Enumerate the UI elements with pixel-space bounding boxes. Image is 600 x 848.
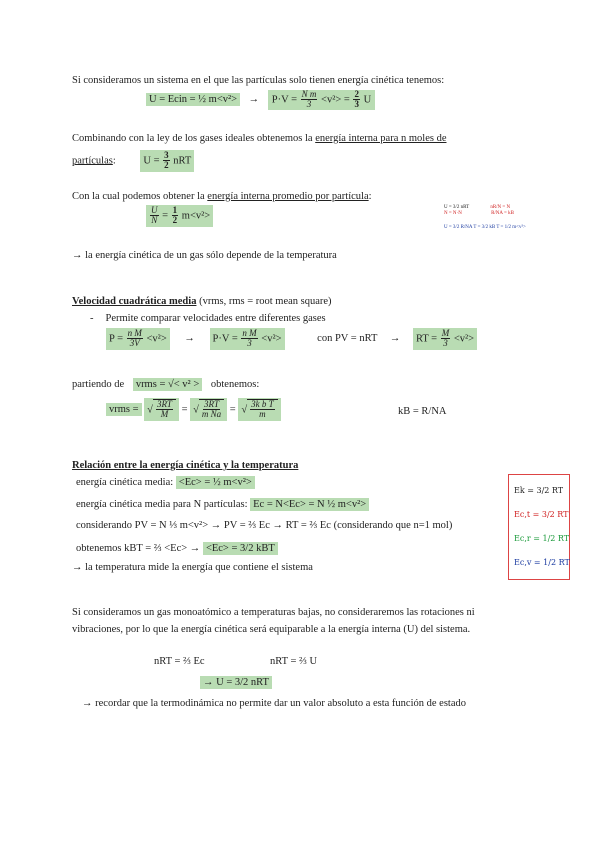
s6-eq3 — [200, 676, 272, 689]
eq-half-den: 2 — [172, 215, 178, 226]
vrms-root2-frac — [202, 400, 221, 420]
vrms-root1: √ $\frac{3RT}{M}$ — [144, 398, 179, 421]
s5-l2-eq: Ec = N<Ec> = N ½ m<v²> — [250, 498, 369, 511]
eq-u-nrt-lhs: U = — [143, 155, 160, 167]
margin-note-l4: R/NA = kB — [491, 211, 514, 216]
s4-title: Velocidad cuadrática media — [72, 296, 197, 307]
bullet-dash: - — [90, 313, 94, 324]
box-line-ecr: Ec,r = 1/2 RT — [514, 534, 570, 543]
s6-p1: Si consideramos un gas monoatómico a temperaturas bajas, no consideraremos las rotaciones ni — [72, 607, 475, 618]
vrms-eq-sign: = — [181, 404, 188, 416]
s4-obtenemos-text: obtenemos: — [210, 379, 260, 390]
intro-text: Si consideramos un sistema en el que las partículas solo tienen energía cinética tenemos: — [72, 75, 445, 86]
eq-u-nrt-den: 2 — [164, 160, 169, 171]
vrms-root2: √ $\frac{3RT}{\text{m Na}}$ — [190, 398, 227, 421]
arrow-icon: → — [184, 333, 195, 345]
margin-note-l3: nR/N = N — [490, 205, 511, 210]
vrms-root1-num: 3RT — [156, 399, 172, 409]
vrms-root3: √ $\frac{\text{3k b T}}{m}$ — [238, 398, 280, 421]
eq-pv2-lhs: P·V = — [212, 333, 238, 345]
s5-title: Relación entre la energía cinética y la temperatura — [72, 460, 299, 471]
eq-rt-den: 3 — [443, 338, 448, 349]
eq-un-eq: = — [162, 210, 169, 222]
margin-note-l5: U = 3/2 R/NA T = 3/2 kB T = 1/2 m<v²> — [444, 225, 526, 230]
eq-u-per-particle — [146, 205, 213, 227]
s4-title-rest: (vrms, rms = root mean square) — [199, 296, 332, 307]
eq-half-num: 1 — [172, 205, 178, 215]
s4-title-line — [72, 296, 332, 307]
eq-rt-box — [413, 328, 477, 350]
s4-eq-row — [106, 328, 477, 350]
box-line-ect: Ec,t = 3/2 RT — [514, 510, 569, 519]
eq-un-num: U — [151, 205, 158, 215]
s4-bullet — [90, 313, 326, 324]
eq-pv-num: N m — [301, 89, 317, 99]
margin-note-row2 — [444, 211, 526, 217]
eq-u-ecin — [146, 90, 375, 110]
kb-definition: kB = R/NA — [398, 406, 447, 417]
s3-line-pre: Con la cual podemos obtener la — [72, 191, 205, 202]
eq-u-nrt-box — [140, 150, 194, 172]
s5-l1-eq: <Ec> = ½ m<v²> — [176, 476, 255, 489]
eq-rt-rhs: <v²> — [453, 333, 475, 345]
eq-pv-mid: <v²> = — [321, 94, 350, 106]
s3-line-post: : — [368, 191, 372, 202]
eq-pv-end: U — [363, 94, 372, 106]
s5-line2 — [76, 498, 369, 511]
vrms-root3-num: 3k b T — [251, 399, 274, 409]
eq-con-pv-nrt: con PV = nRT — [317, 333, 378, 345]
eq-p-den: 3V — [129, 338, 140, 349]
margin-note-l1: U = 3/2 nRT — [444, 205, 470, 210]
vrms-definition: vrms = √< v² > — [133, 378, 202, 391]
eq-pv-frac — [301, 90, 318, 110]
s3-line-underlined: energía interna promedio por partícula — [207, 191, 369, 202]
eq-pv2-num: n M — [242, 328, 257, 338]
eq-u-per-particle-box — [146, 205, 213, 227]
eq-pv-frac2 — [353, 90, 360, 110]
eq-rt-num: M — [441, 328, 450, 338]
s2-line1-pre: Combinando con la ley de los gases ideales obtenemos la — [72, 133, 313, 144]
eq-pv-den: 3 — [306, 99, 312, 110]
eq-p-rhs: <v²> — [146, 333, 167, 345]
s3-line — [72, 191, 372, 202]
eq-un-frac — [150, 206, 159, 226]
eq-pv-frac2-den: 3 — [354, 99, 359, 110]
vrms-root2-den: m Na — [201, 409, 222, 420]
margin-note-l2: N = N·N — [444, 211, 462, 216]
s5-line5: → la temperatura mide la energía que contiene el sistema — [72, 562, 313, 573]
s2-line1 — [72, 133, 447, 144]
s5-l1-pre: energía cinética media: — [76, 477, 174, 488]
eq-pv-lhs: P·V = — [271, 94, 298, 106]
eq-u-ecin-box: U = Ecin = ½ m<v²> — [146, 93, 240, 106]
s5-line4 — [76, 542, 278, 555]
s4-bullet-text: Permite comparar velocidades entre diferentes gases — [105, 313, 326, 324]
eq-half-frac — [172, 206, 179, 226]
vrms-root2-num: 3RT — [204, 399, 220, 409]
vrms-root3-den: m — [259, 409, 266, 420]
eq-pv-frac2-num: 2 — [354, 89, 359, 99]
eq-rt-lhs: RT = — [415, 333, 438, 345]
eq-un-rhs: m<v²> — [181, 210, 211, 222]
vrms-root1-den: M — [160, 409, 169, 420]
eq-p-frac — [127, 329, 143, 349]
s2-line1-underlined: energía interna para n moles de — [315, 133, 447, 144]
s2-line2-underlined: partículas — [72, 155, 113, 167]
eq-pv2-rhs: <v²> — [261, 333, 282, 345]
vrms-root3-frac — [250, 400, 275, 420]
margin-note — [444, 205, 526, 231]
s5-l2-pre: energía cinética media para N partículas: — [76, 499, 248, 510]
vrms-lhs: vrms = — [106, 403, 142, 416]
s2-line2 — [72, 150, 194, 172]
eq-p-lhs: P = — [109, 333, 123, 345]
s6-eq1: nRT = ⅔ Ec — [154, 656, 205, 667]
s5-line1 — [76, 476, 255, 489]
arrow-icon: → — [389, 333, 401, 345]
s6-eq3-box: → U = 3/2 nRT — [200, 676, 272, 689]
eq-pv2-frac — [241, 329, 257, 349]
s5-l4-eq: <Ec> = 3/2 kBT — [203, 542, 278, 555]
s5-l4-pre: obtenemos kBT = ⅔ <Ec> → — [76, 543, 201, 554]
eq-u-nrt-num: 3 — [164, 150, 169, 160]
box-line-ecv: Ec,v = 1/2 RT — [514, 558, 570, 567]
box-line-ek: Ek = 3/2 RT — [514, 486, 564, 495]
eq-u-nrt-rhs: nRT — [173, 155, 192, 167]
s6-last: → recordar que la termodinámica no permite dar un valor absoluto a esta función de estado — [82, 698, 466, 709]
eq-p-num: n M — [127, 328, 142, 338]
eq-rt-frac — [441, 329, 451, 349]
eq-u-nrt-frac — [163, 151, 170, 171]
s3-conclusion: → la energía cinética de un gas sólo depende de la temperatura — [72, 250, 337, 261]
s6-eq2: nRT = ⅔ U — [270, 656, 318, 667]
s2-line2-post: : — [112, 155, 116, 167]
eq-p-box — [106, 328, 170, 350]
eq-pv2-den: 3 — [247, 338, 252, 349]
vrms-equation — [106, 398, 281, 421]
vrms-root1-frac — [156, 400, 173, 420]
s4-partiendo-text: partiendo de — [72, 379, 125, 390]
arrow-icon: → — [248, 94, 260, 106]
vrms-eq-sign: = — [229, 404, 236, 416]
eq-pv-box — [268, 90, 375, 110]
eq-pv2-box — [210, 328, 285, 350]
s4-partiendo — [72, 378, 259, 391]
s6-p2: vibraciones, por lo que la energía cinética será equiparable a la energía interna (U) del sistema. — [72, 624, 471, 635]
eq-un-den: N — [151, 215, 158, 226]
s5-line3: considerando PV = N ⅓ m<v²> → PV = ⅔ Ec → RT = ⅔ Ec (considerando que n=1 mol) — [76, 520, 453, 531]
